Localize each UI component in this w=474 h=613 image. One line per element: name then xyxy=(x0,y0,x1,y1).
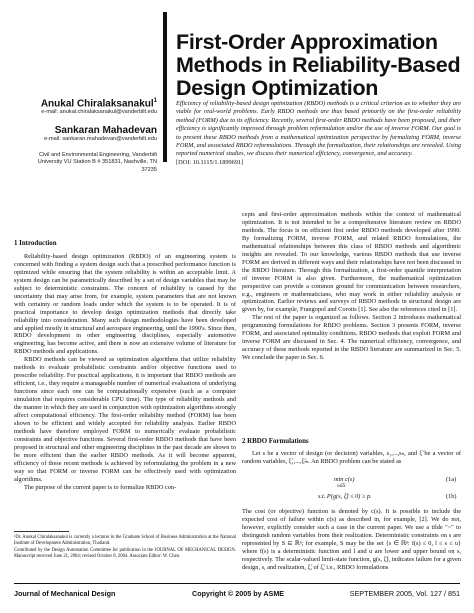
right-column xyxy=(242,211,461,362)
title-rule xyxy=(163,12,167,162)
equation-number: (1a) xyxy=(446,476,457,483)
issue-page: SEPTEMBER 2005, Vol. 127 / 851 xyxy=(349,589,460,598)
body-paragraph: Let s be a vector of design (or decision) variables, s₁,...,sₙ, and ξ̃ be a vector of random variables, ξ̃₁,...,ξ̃ₘ. An RBDO problem can be stated as xyxy=(242,450,461,465)
affiliation xyxy=(14,152,157,174)
author-email: e-mail: sankaran.mahadevan@vanderbilt.edu xyxy=(44,136,157,142)
equation-constraint: s.t. P(g(s, ξ̃) ≤ 0) ≥ p. xyxy=(318,493,372,500)
section-heading: 1 Introduction xyxy=(14,240,57,247)
body-paragraph: The rest of the paper is organized as follows. Section 2 introduces mathematical programming formulations for RBDO problems. Section 3 presents FORM, inverse FORM, and associated optimality conditions. RBDO methods that exploit FORM and inverse FORM are discussed in Sec. 4. The numerical efficiency, convergence, and accuracy of these methods reported in the RBDO literature are summarized in Sec. 5. We conclude the paper in Sec. 6. xyxy=(242,314,461,362)
author-block-1 xyxy=(14,98,157,115)
affiliation-line: Civil and Environmental Engineering, Vanderbilt xyxy=(38,152,157,158)
intro-formulation xyxy=(242,450,461,466)
abstract-text: Efficiency of reliability-based design optimization (RBDO) methods is a critical criterion as to whether they are viable for real-world problems. Early RBDO methods are thus based primarily on the first-order reliability method (FORM) due to its efficiency. Recently, several first-order RBDO methods have been proposed, and their efficiency is significantly improved through problem reformulation and/or the use of inverse FORM. Our goal is to present these RBDO methods from a mathematical optimization perspective by formalizing FORM, inverse FORM, and associated RBDO reformulations. Through the formalization, their relationships are revealed. Using reported numerical studies, we discuss their numerical efficiency, convergence, and accuracy. xyxy=(176,100,461,158)
journal-name: Journal of Mechanical Design xyxy=(14,589,116,598)
paper-title: First-Order Approximation Methods in Reliability-Based Design Optimization xyxy=(176,30,461,100)
equation-objective: min c(s) xyxy=(334,476,355,483)
cost-function-paragraph xyxy=(242,508,461,572)
body-paragraph: cepts and first-order approximation methods within the context of mathematical optimization. It is not intended to be a comprehensive literature review on RBDO methods. The focus is on efficient first order RBDO methods developed after 1990. By formalizing FORM, inverse FORM, and related RBDO formulations, the mathematical relationships between this class of RBDO methods and algorithmic insights are revealed. To our knowledge, various RBDO methods that use inverse FORM are derived in different ways and their relationships have not been discussed in the RBDO literature. Through this formalization, a first-order quantile interpretation of inverse FORM is also given. Furthermore, the mathematical optimization perspective can provide a common ground for communication between researchers, e.g., engineers or mathematicians, who may work in either reliability analysis or optimization. Earlier reviews and surveys of RBDO methods in structural design are given by, for example, Frangopol and Corotis [1]. See also the references cited in [1]. xyxy=(242,211,461,314)
copyright: Copyright © 2005 by ASME xyxy=(192,589,285,598)
section-heading: 2 RBDO Formulations xyxy=(242,438,309,445)
equation-number: (1b) xyxy=(446,493,457,500)
footnotes xyxy=(14,535,236,561)
author-email: e-mail: anukal.chiralaksanakul@vanderbilt.edu xyxy=(41,109,157,116)
footnote: Contributed by the Design Automation Committee for publication in the JOURNAL OF MECHANICAL DESIGN. Manuscript received June 21, 2004; revised October 8, 2004. Associate Editor: W. Chen. xyxy=(14,548,236,560)
left-column xyxy=(14,240,236,492)
footer-rule xyxy=(14,583,460,584)
affiliation-line: University VU Station B # 351831, Nashville, TN xyxy=(37,159,157,166)
equation-subscript: s∈S xyxy=(337,484,346,489)
footnote: ¹Dr. Anukal Chiralaksanakul is currently a lecturer in the Graduate School of Business Administration at the National Institute of Development Administration, Thailand. xyxy=(14,535,236,547)
footnote-rule xyxy=(14,531,69,532)
doi: [DOI: 10.1115/1.1899691] xyxy=(176,158,244,166)
body-paragraph: RBDO methods can be viewed as optimization algorithms that utilize reliability methods to evaluate probabilistic constraints and/or objective functions used to prescribe reliability. For practical applications, it is important that RBDO methods are efficient, i.e., they require a manageable number of numerical evaluations of underlying functions since each one can be computationally expensive (such as a computer simulation that requires considerable CPU time). The type of reliability methods and the manner in which they are used in conjunction with optimization algorithms strongly affect computational efficiency. The first-order reliability method (FORM) has been shown to be efficient and widely accepted for reliability analysis. Earlier RBDO methods have therefore employed FORM to numerically evaluate probabilistic constraints and objective functions. Several first-order RBDO methods that have been proposed in structural and other engineering disciplines in the past decade are shown to be more efficient than the earlier RBDO methods. As it will become apparent, efficiency of these recent methods is achieved by reformulating the problem in a new way so that FORM or inverse FORM can be effectively used with optimization algorithms. xyxy=(14,356,236,483)
body-paragraph: Reliability-based design optimization (RBDO) of an engineering system is concerned with finding a system design such that a prescribed performance function is optimized while ensuring that the system reliability is within an acceptable limit. A system design can be parametrically described by a set of design variables that may be subject to deterministic constraints. The concern of reliability is caused by the uncertainty that may arise from, for example, system parameters that are not known with certainty or random loads under which the system is to be operated. It is of practical importance to develop design optimization methods that directly take reliability into consideration. Many such design methodologies have been developed and applied mostly in structural and aerospace engineering, until the 1990's. Since then, RBDO development in other engineering disciplines, especially automotive engineering, has become active, and there is now an extensive volume of literature for RBDO methods and applications. xyxy=(14,252,236,356)
author-name: Anukal Chiralaksanakul$^1$ xyxy=(40,98,157,110)
affiliation-line: 37235 xyxy=(141,166,157,173)
author-block-2 xyxy=(14,125,157,142)
abstract xyxy=(176,100,461,167)
body-paragraph: The cost (or objective) function is denoted by c(s). It is possible to include the expected cost of failure within c(s) as described in, for example, [2]. We do not, however, explicitly consider such a case in the current paper. We use a tilde "~" to distinguish random variables from their realization. Deterministic constraints on s are represented by S ⊆ ℝⁿ; for example, S may be the set {s ∈ ℝⁿ: f(s) ≤ 0, l ≤ s ≤ u} where f(s) is a deterministic function and l and u are lower and upper bound on s, respectively. The scalar-valued limit-state function, g(s, ξ̃), indicates failure for a given design, s, and realization, ξ̃, of ξ̃, i.e., RBDO formulations xyxy=(242,508,461,571)
body-paragraph: The purpose of the current paper is to formalize RBDO con- xyxy=(24,483,177,491)
author-name: Sankaran Mahadevan xyxy=(54,125,157,136)
